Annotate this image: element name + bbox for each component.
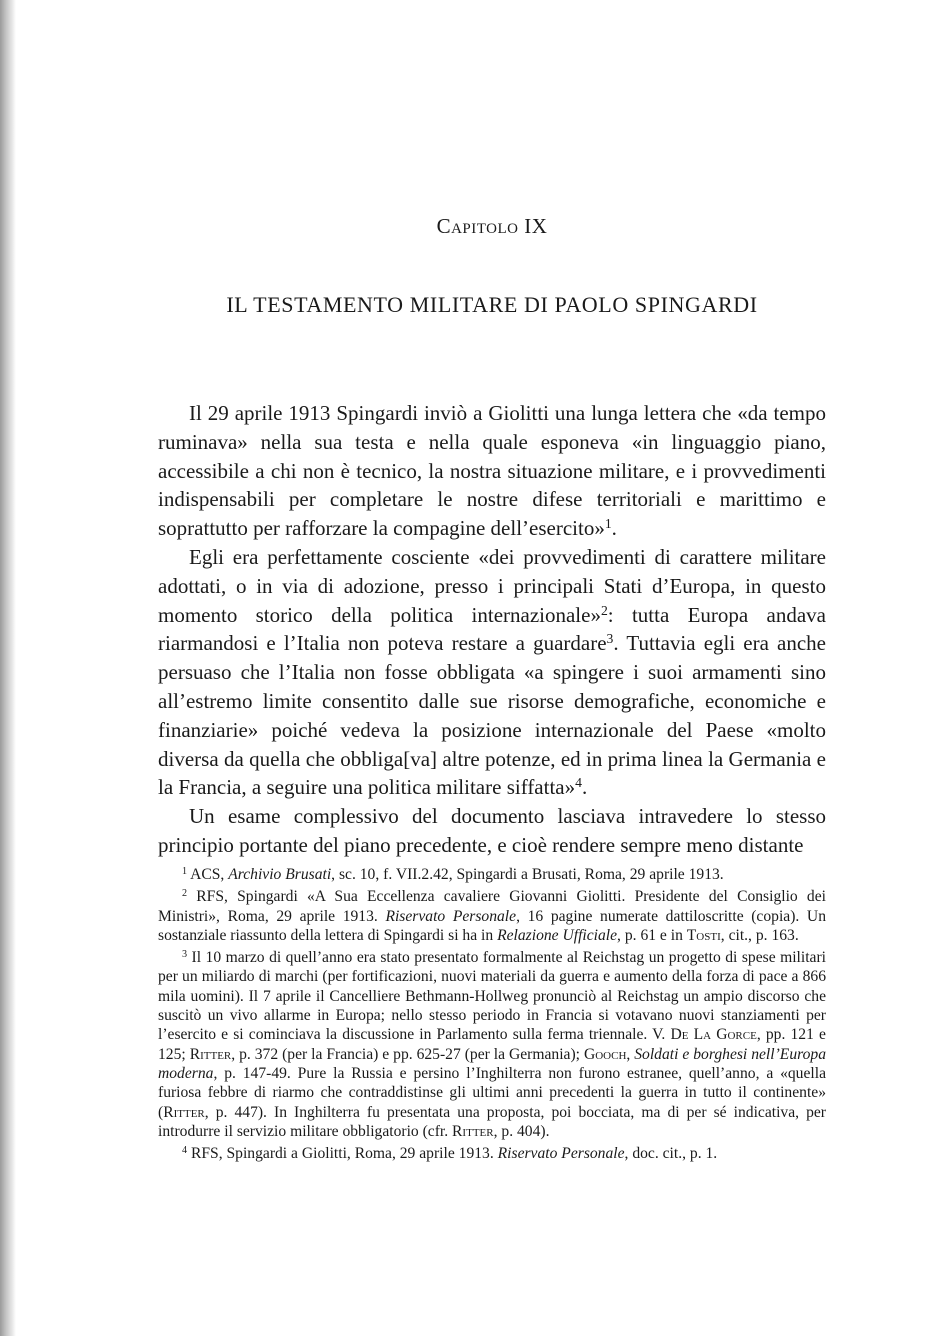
book-page [158, 0, 826, 1336]
scan-binding-edge [0, 0, 16, 1336]
paragraph: Un esame complessivo del documento lasciava intravedere lo stesso principio portante del piano precedente, e cioè rendere sempre meno distante [158, 804, 826, 857]
footnote-ref: 3 [606, 631, 614, 647]
footnote: $^2$ RFS, Spingardi «A Sua Eccellenza cavaliere Giovanni Giolitti. Presidente del Consiglio dei Ministri», Roma, 29 aprile 1913. Riservato Personale, 16 pagine numerate dattiloscritte (copia). Un sostanziale riassunto della lettera di Spingardi si ha in Relazione Ufficiale, p. 61 e in Tosti, cit., p. 163. [158, 888, 826, 944]
footnote-number: 3 [182, 949, 188, 961]
chapter-label: Capitolo IX [436, 214, 548, 238]
footnote: $^3$ Il 10 marzo di quell’anno era stato presentato formalmente al Reichstag un progetto di spese militari per un miliardo di marchi (per fortificazioni, nuovi materiali da guerra e aumento della forza di pace a 866 mila uomini). Il 7 aprile il Cancelliere Bethmann-Hollweg pronunciò al Reichstag un ampio discorso che suscitò un vivo allarme in Europa; nello stesso periodo in Francia si votavano nuovi stanziamenti per l’esercito e si cominciava la discussione in Parlamento sulla ferma triennale. V. De La Gorce, pp. 121 e 125; Ritter, p. 372 (per la Francia) e pp. 625-27 (per la Germania); Gooch, Soldati e borghesi nell’Europa moderna, p. 147-49. Pure la Russia e persino l’Inghilterra non furono estranee, quell’anno, a «quella furiosa febbre di riarmo che contraddistinse gli ultimi anni precedenti la guerra in tutto il continente» (Ritter, p. 447). In Inghilterra fu presentata una proposta, poi bocciata, ma di per sé indicativa, per introdurre il servizio militare obbligatorio (cfr. Ritter, p. 404). [158, 949, 826, 1140]
footnote-ref: 1 [604, 516, 612, 532]
body-text [158, 399, 826, 860]
paragraph: Egli era perfettamente cosciente «dei provvedimenti di carattere militare adottati, o in via di adozione, presso i principali Stati d’Europa, in questo momento storico della politica internazionale»$^2$: tutta Europa andava riarmandosi e l’Italia non poteva restare a guardare$^3$. Tuttavia egli era anche persuaso che l’Italia non fosse obbligata «a spingere i suoi armamenti sino all’estremo limite consentito dalle sue risorse demografiche, economiche e finanziarie» poiché vedeva la posizione internazionale del Paese «molto diversa da quella che obbliga[va] altre potenze, ed in prima linea la Germania e la Francia, a seguire una politica militare siffatta»$^4$. [158, 544, 826, 800]
footnote-ref: 2 [600, 602, 608, 618]
footnote: $^4$ RFS, Spingardi a Giolitti, Roma, 29 aprile 1913. Riservato Personale, doc. cit., p. 1. [182, 1145, 718, 1163]
footnote-number: 2 [182, 888, 188, 900]
footnote-number: 4 [182, 1145, 188, 1157]
footnotes [158, 865, 826, 1166]
footnote-ref: 4 [575, 775, 582, 791]
footnote: $^1$ ACS, Archivio Brusati, sc. 10, f. VII.2.42, Spingardi a Brusati, Roma, 29 aprile 1913. [182, 865, 724, 883]
footnote-number: 1 [182, 865, 188, 877]
paragraph: Il 29 aprile 1913 Spingardi inviò a Giolitti una lunga lettera che «da tempo ruminava» nella sua testa e nella quale esponeva «in linguaggio piano, accessibile a chi non è tecnico, la nostra situazione militare, e i provvedimenti indispensabili per completare le nostre difese territoriali e marittimo e soprattutto per rafforzare la compagine dell’esercito»$^1$. [158, 401, 826, 541]
chapter-title: IL TESTAMENTO MILITARE DI PAOLO SPINGARDI [226, 292, 758, 317]
